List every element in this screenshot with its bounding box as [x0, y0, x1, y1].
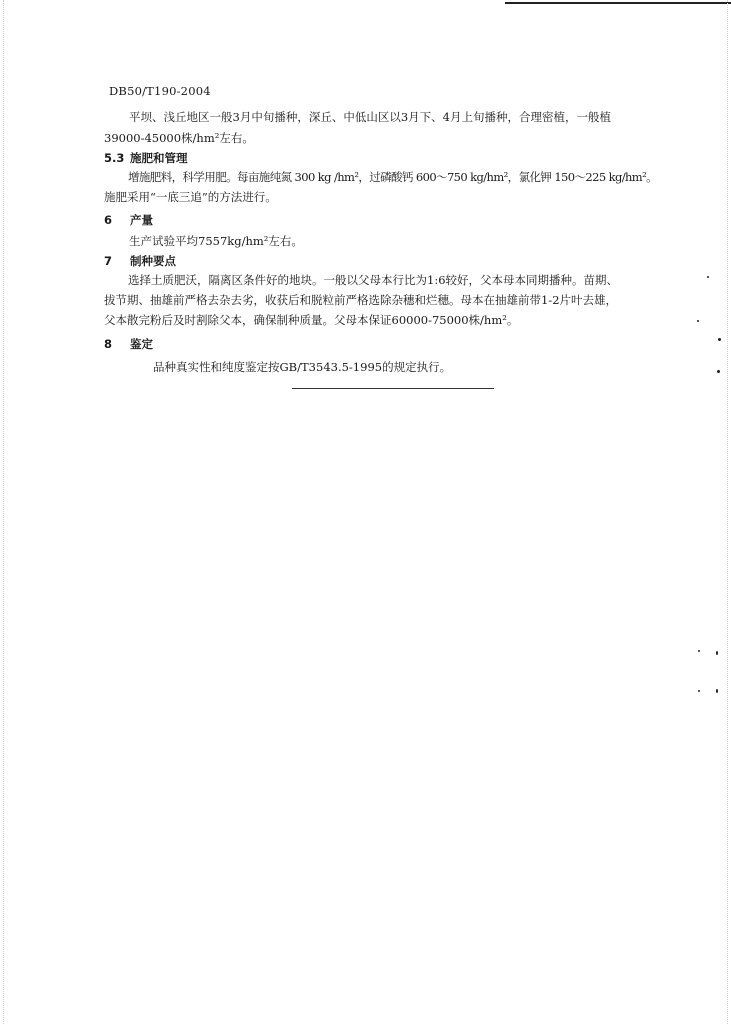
fertilizer-paragraph-line-1: 增施肥料，科学用肥。每亩施纯氮 300 kg /hm²，过磷酸钙 600～750 kg/hm²，氯化钾 150～225 kg/hm²。: [128, 170, 658, 184]
scan-speck: [717, 370, 720, 373]
section-5-3-heading: [104, 150, 188, 166]
page-top-rule: [505, 2, 731, 4]
section-number: 5.3: [104, 151, 125, 165]
scan-right-edge: [727, 0, 728, 1024]
yield-paragraph-line-1: 生产试验平均7557kg/hm²左右。: [129, 234, 303, 248]
document-code: DB50/T190-2004: [109, 84, 211, 98]
scan-speck: [697, 320, 699, 322]
seed-production-line-1: 选择土质肥沃，隔离区条件好的地块。一般以父母本行比为1:6较好，父本母本同期播种。苗期、: [128, 273, 619, 287]
section-title: 产量: [130, 213, 153, 227]
sowing-paragraph-line-1: 平坝、浅丘地区一般3月中旬播种，深丘、中低山区以3月下、4月上旬播种，合理密植，一般植: [129, 110, 611, 124]
section-title: 制种要点: [130, 254, 176, 268]
section-8-heading: [104, 336, 153, 352]
scan-speck: [716, 689, 718, 693]
sowing-paragraph-line-2: 39000-45000株/hm²左右。: [104, 131, 254, 145]
scan-speck: [716, 651, 718, 655]
end-of-text-rule: [292, 388, 494, 389]
section-7-heading: [104, 253, 176, 269]
section-title: 施肥和管理: [130, 151, 188, 165]
scan-speck: [718, 338, 721, 341]
seed-production-line-3: 父本散完粉后及时割除父本，确保制种质量。父母本保证60000-75000株/hm²。: [104, 313, 519, 327]
fertilizer-paragraph-line-2: 施肥采用“一底三追”的方法进行。: [104, 190, 277, 204]
scan-speck: [707, 276, 709, 278]
identification-line-1: 品种真实性和纯度鉴定按GB/T3543.5-1995的规定执行。: [153, 360, 452, 374]
scan-speck: [698, 690, 700, 692]
seed-production-line-2: 拔节期、抽雄前严格去杂去劣，收获后和脱粒前严格选除杂穗和烂穗。母本在抽雄前带1-2片叶去雄，: [104, 293, 618, 307]
section-6-heading: [104, 212, 153, 228]
section-number: 7: [104, 254, 113, 268]
section-title: 鉴定: [130, 337, 153, 351]
scan-speck: [698, 650, 700, 652]
section-number: 8: [104, 337, 113, 351]
section-number: 6: [104, 213, 113, 227]
scan-left-edge: [3, 0, 4, 1024]
